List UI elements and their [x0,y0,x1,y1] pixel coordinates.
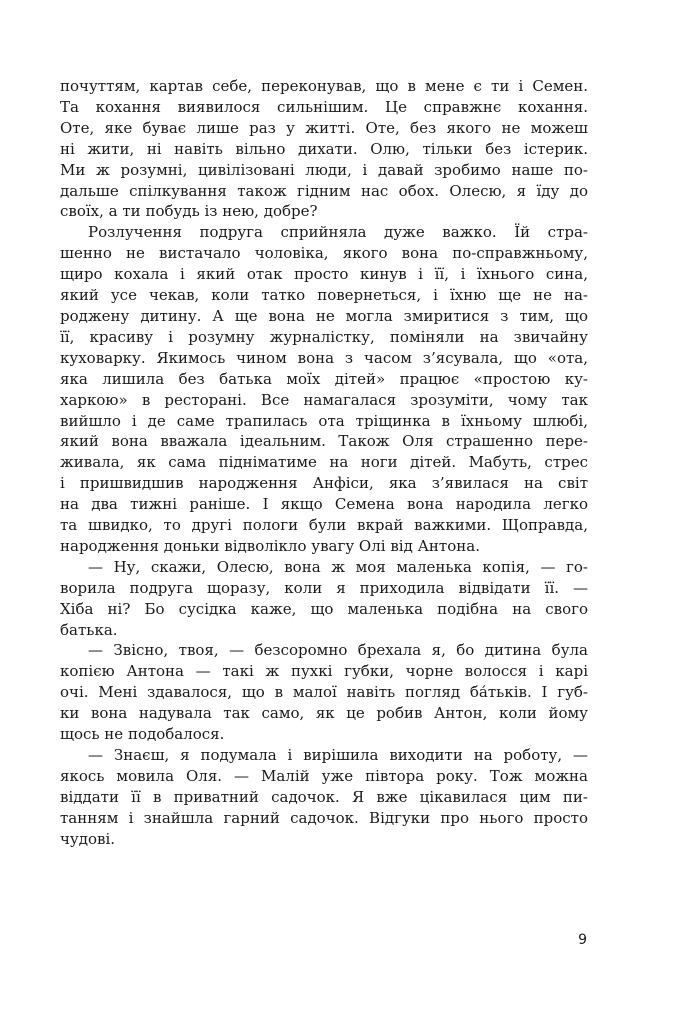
text-line: вийшло і де саме трапилась ота тріщинка в їхньому шлюбі, [60,411,588,430]
text-line: щиро кохала і який отак просто кинув і її, і їхнього сина, [60,265,588,284]
text-line: куховарку. Якимось чином вона з часом з’ясувала, що «ота, [60,348,588,367]
text-line: Хіба ні? Бо сусідка каже, що маленька подібна на свого [60,599,588,618]
text-line: дальше спілкування також гідним нас обох. Олесю, я їду до [60,181,588,200]
text-line: Ми ж розумні, цивілізовані люди, і давай зробимо наше по- [60,160,588,179]
text-line: яка лишила без батька моїх дітей» працює «простою ку- [60,369,588,388]
paragraph [60,745,588,850]
text-line: ворила подруга щоразу, коли я приходила відвідати її. — [60,578,588,597]
text-line: та швидко, то другі пологи були вкрай важкими. Щоправда, [60,516,588,535]
text-line: — Звісно, твоя, — безсоромно брехала я, бо дитина була [88,641,588,660]
text-line: — Знаєш, я подумала і вирішила виходити на роботу, — [88,746,588,764]
text-line: який усе чекав, коли татко повернеться, і їхню ще не на- [60,286,588,305]
text-line: ні жити, ні навіть вільно дихати. Олю, тільки без істерик. [60,139,588,158]
page-number: 9 [578,932,587,948]
text-line: Та кохання виявилося сильнішим. Це справжнє кохання. [60,97,588,116]
paragraph [60,557,588,641]
text-line: харкою» в ресторані. Все намагалася зрозуміти, чому так [60,390,588,409]
text-line: віддати її в приватний садочок. Я вже цікавилася цим пи- [60,787,588,806]
text-line: роджену дитину. А ще вона не могла змиритися з тим, що [60,306,588,325]
text-line: очі. Мені здавалося, що в малої навіть погляд ба́тьків. І губ- [60,683,588,702]
text-line: — Ну, скажи, Олесю, вона ж моя маленька копія, — го- [88,557,588,576]
text-line: копією Антона — такі ж пухкі губки, чорне волосся і карі [60,662,588,681]
text-line: який вона вважала ідеальним. Також Оля страшенно пере- [60,432,588,451]
text-line: народження доньки відволікло увагу Олі від Антона. [60,536,480,555]
text-line: шенно не вистачало чоловіка, якого вона по-справжньому, [60,244,588,263]
text-line: якось мовила Оля. — Малій уже півтора року. Тож можна [60,766,588,785]
text-line: ки вона надувала так само, як це робив Антон, коли йому [60,704,588,723]
paragraph [60,640,588,745]
text-line: на два тижні раніше. І якщо Семена вона народила легко [60,495,588,514]
text-line: танням і знайшла гарний садочок. Відгуки про нього просто [60,808,588,827]
text-line: своїх, а ти побудь із нею, добре? [60,202,318,221]
page-text [60,76,588,850]
text-line: Розлучення подруга сприйняла дуже важко. Їй стра- [88,223,588,242]
text-line: чудові. [60,829,116,848]
text-line: і пришвидшив народження Анфіси, яка з’явилася на світ [60,474,588,493]
text-line: почуттям, картав себе, переконував, що в мене є ти і Семен. [60,77,588,95]
text-line: Оте, яке буває лише раз у житті. Оте, без якого не можеш [60,118,588,137]
text-line: її, красиву і розумну журналістку, поміняли на звичайну [60,327,588,346]
paragraph [60,222,588,557]
text-line: щось не подобалося. [60,725,225,744]
paragraph [60,76,588,222]
text-line: батька. [60,620,118,639]
text-line: живала, як сама підніматиме на ноги дітей. Мабуть, стрес [60,453,588,472]
